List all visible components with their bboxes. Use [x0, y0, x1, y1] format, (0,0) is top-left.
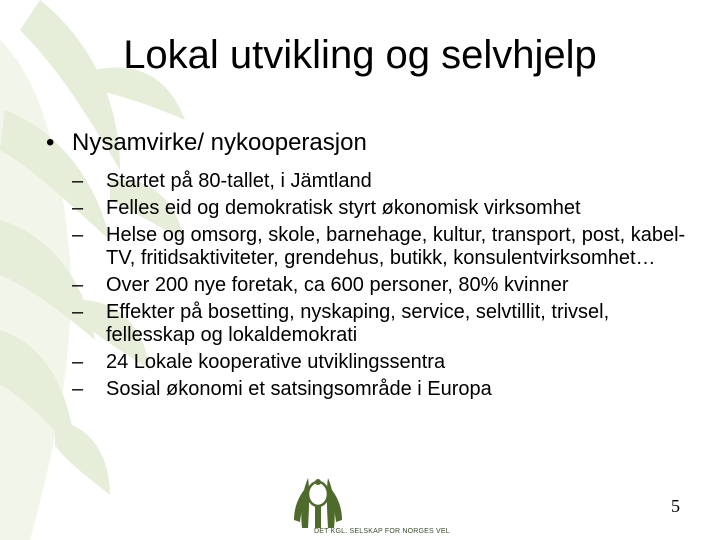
- dash-mark: –: [72, 170, 84, 192]
- sub-bullet-item: [72, 170, 690, 193]
- dash-mark: –: [72, 351, 84, 373]
- sub-bullet-text: 24 Lokale kooperative utviklingssentra: [106, 351, 446, 373]
- sub-bullet-text: Felles eid og demokratisk styrt økonomisk virksomhet: [106, 197, 581, 219]
- sub-bullet-text: Startet på 80-tallet, i Jämtland: [106, 170, 372, 192]
- logo-caption: DET KGL. SELSKAP FOR NORGES VEL: [314, 528, 450, 535]
- slide-title: Lokal utvikling og selvhjelp: [123, 33, 597, 77]
- dash-mark: –: [72, 274, 84, 296]
- main-bullet-text: Nysamvirke/ nykooperasjon: [72, 129, 367, 156]
- sub-bullet-text: Sosial økonomi et satsingsområde i Europa: [106, 378, 492, 400]
- sub-bullet-text: Effekter på bosetting, nyskaping, service, selvtillit, trivsel, fellesskap og lokaldemokrati: [106, 301, 610, 346]
- dash-mark: –: [72, 378, 84, 400]
- sub-bullet-item: [72, 274, 690, 297]
- slide-content: [40, 128, 690, 405]
- sub-bullet-item: [72, 301, 690, 347]
- bullet-mark: •: [46, 129, 55, 156]
- dash-mark: –: [72, 301, 84, 323]
- society-logo: [286, 470, 458, 540]
- dash-mark: –: [72, 224, 84, 246]
- page-number: 5: [671, 496, 680, 516]
- wheat-emblem-icon: [288, 470, 348, 528]
- sub-bullet-item: [72, 224, 690, 270]
- main-bullet: [40, 128, 690, 158]
- sub-bullet-text: Over 200 nye foretak, ca 600 personer, 80% kvinner: [106, 274, 569, 296]
- dash-mark: –: [72, 197, 84, 219]
- sub-bullet-text: Helse og omsorg, skole, barnehage, kultur, transport, post, kabel-TV, fritidsaktiviteter, grendehus, butikk, konsulentvirksomhet…: [106, 224, 686, 269]
- sub-bullet-item: [72, 351, 690, 374]
- sub-bullet-item: [72, 378, 690, 401]
- sub-bullet-item: [72, 197, 690, 220]
- sub-bullet-list: [72, 170, 690, 401]
